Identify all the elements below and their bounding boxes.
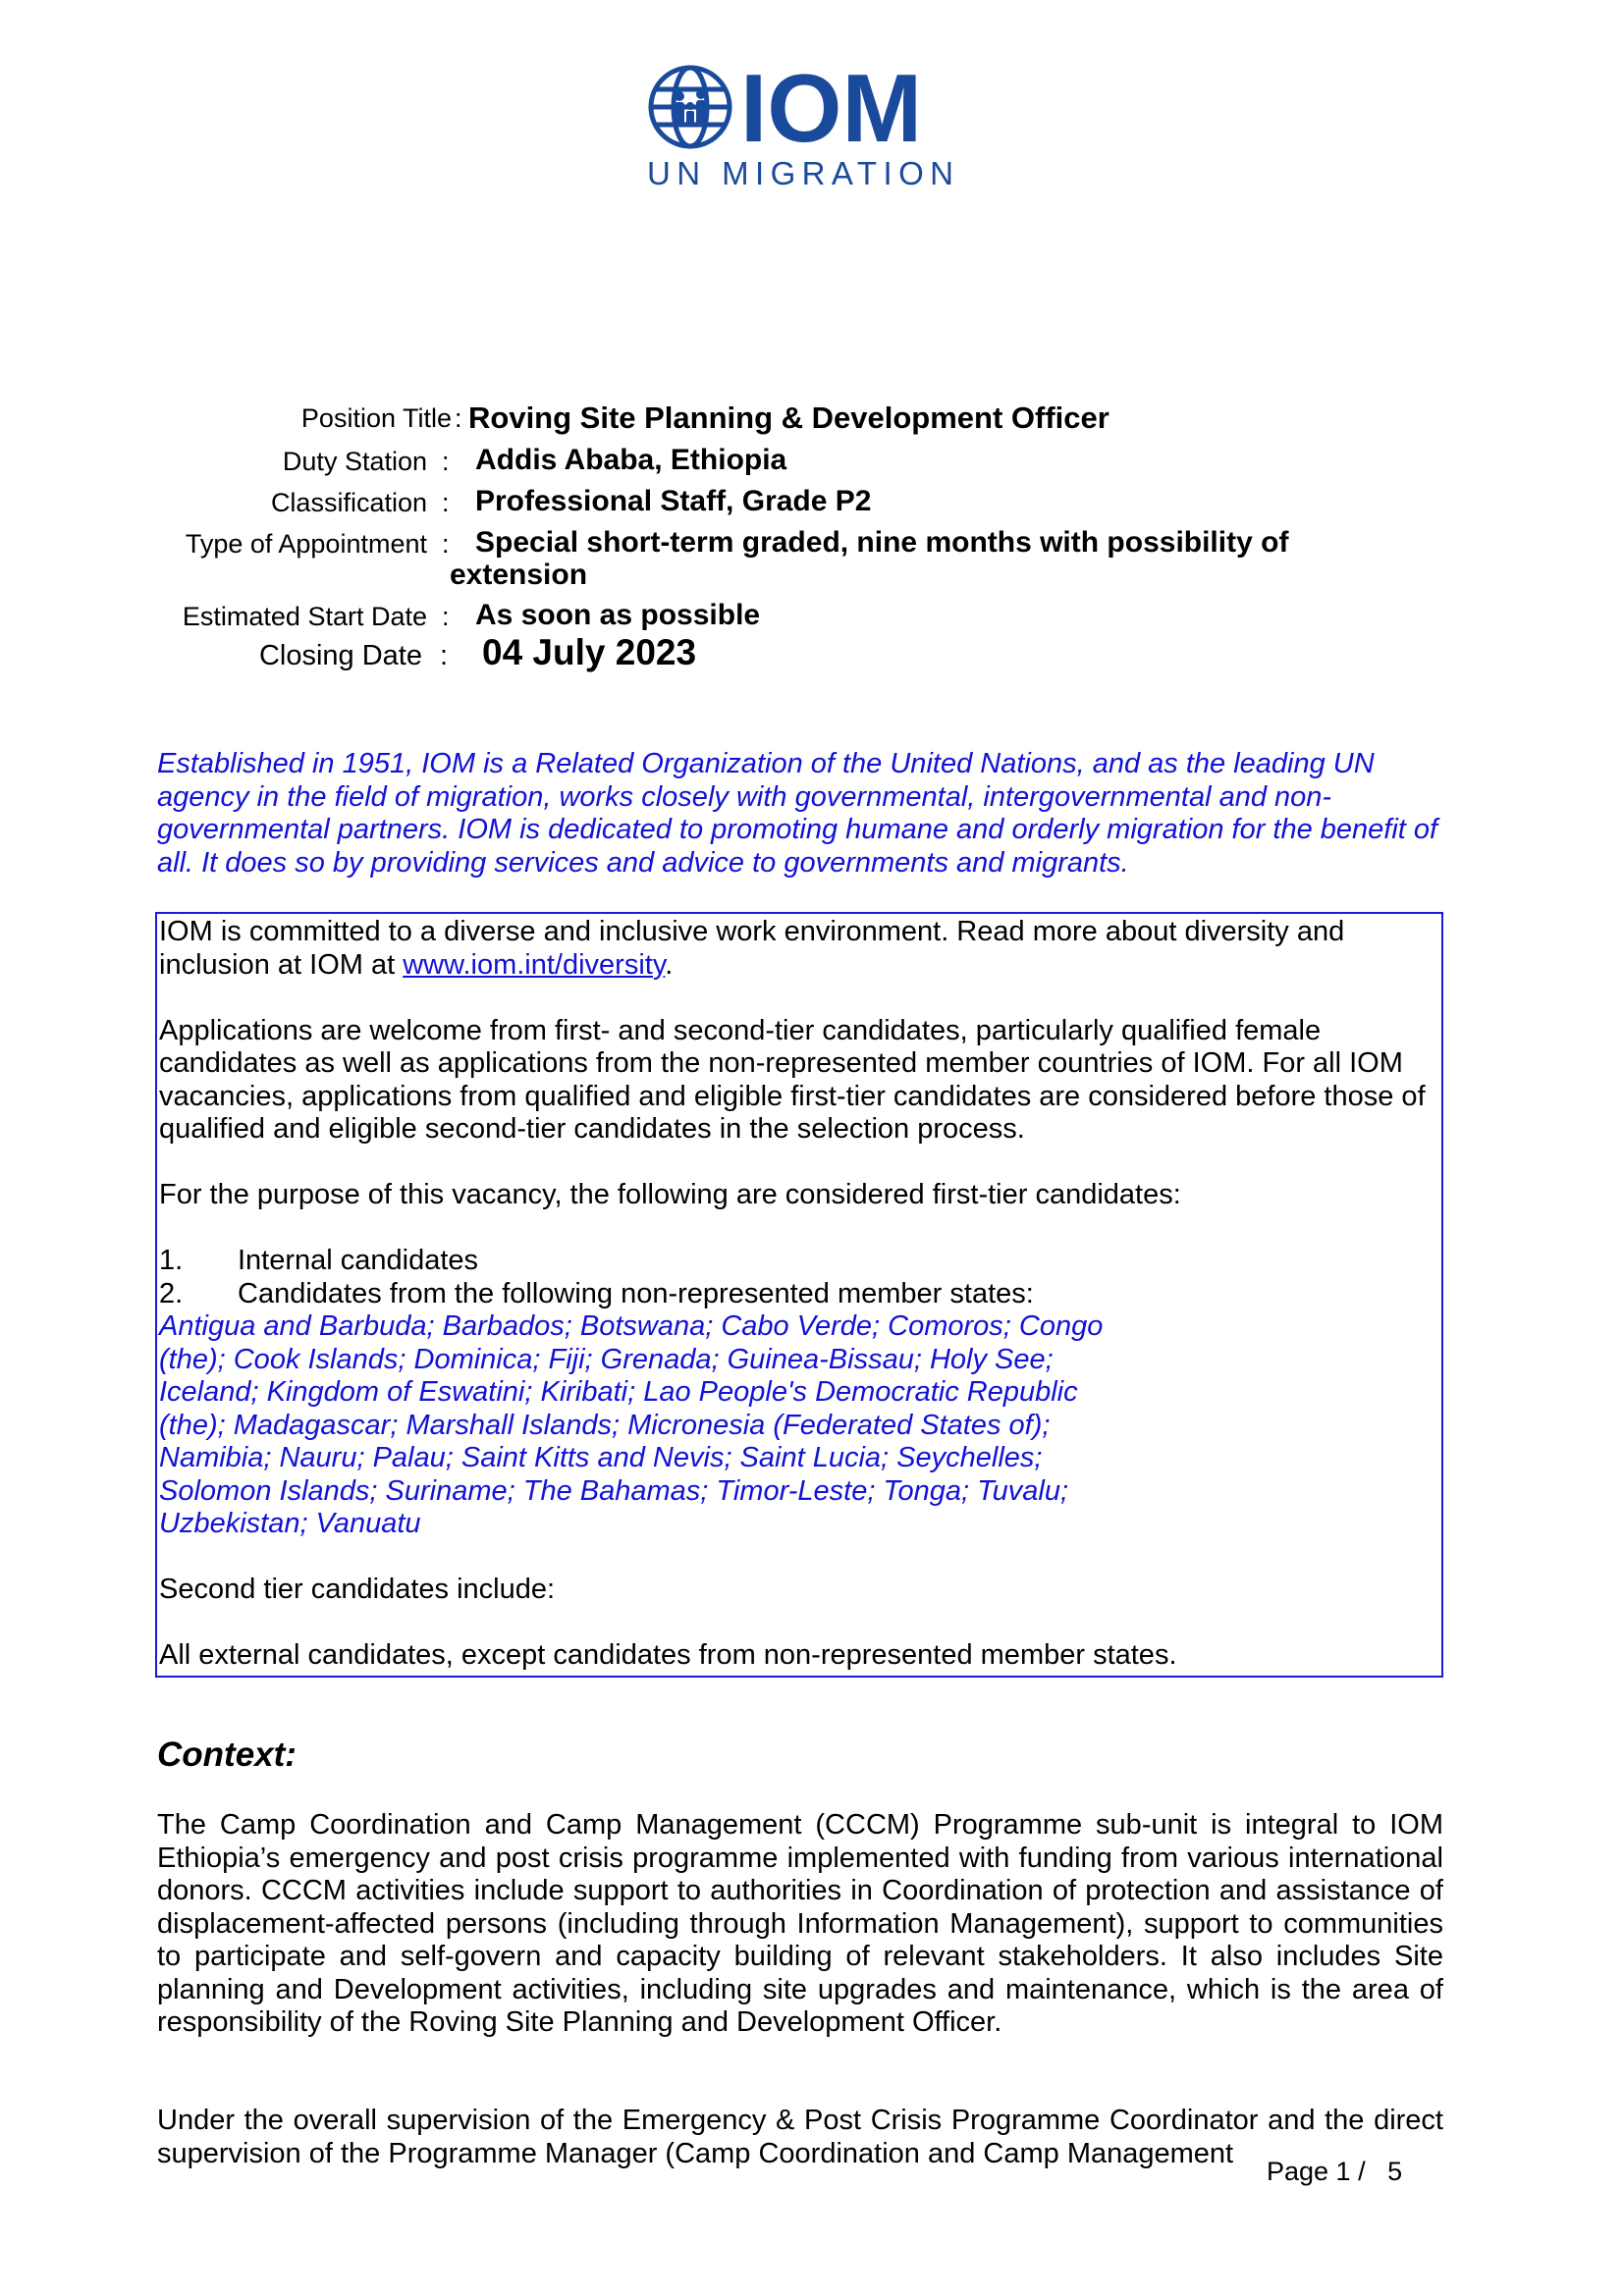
context-heading: Context: [157,1735,297,1774]
meta-colon: : [442,488,450,517]
meta-label: Classification [270,488,427,517]
position-title-value: Roving Site Planning & Development Officer [468,400,1109,435]
type-of-appointment-value-cont: extension [450,559,588,591]
context-paragraph-2: Under the overall supervision of the Emergency & Post Crisis Programme Coordinator and the direct supervision of the Programme Manager (Camp Coordination and Camp Management [157,2105,1443,2169]
list-text: Candidates from the following non-represented member states: [238,1277,1034,1309]
applications-paragraph: Applications are welcome from first- and second-tier candidates, particularly qualified female candidates as well as applications from the non-represented member countries of IOM. For all IOM vacancies, applications from qualified and eligible first-tier candidates are considered before those of qualified and eligible second-tier candidates in the selection process. [159,1014,1426,1145]
diversity-text: IOM is committed to a diverse and inclusive work environment. Read more about diversity and inclusion at IOM at [159,916,1345,981]
country-line: (the); Madagascar; Marshall Islands; Micronesia (Federated States of); [159,1409,1051,1441]
list-number: 2. [159,1277,184,1309]
meta-label: Position Title [300,403,452,433]
meta-label: Duty Station [282,447,427,476]
list-number: 1. [159,1245,184,1276]
country-line: Uzbekistan; Vanuatu [159,1508,421,1539]
iom-logo [644,63,958,190]
meta-label: Closing Date [258,640,422,671]
list-item [159,1278,1439,1311]
meta-label: Estimated Start Date [182,602,427,631]
context-paragraph-1: The Camp Coordination and Camp Management (CCCM) Programme sub-unit is integral to IOM Ethiopia’s emergency and post crisis programme implemented with funding from various international donors. CCCM activities include support to authorities in Coordination of protection and assistance of displacement-affected persons (including through Information Management), support to communities to participate and self-govern and capacity building of relevant stakeholders. It also includes Site planning and Development activities, including site upgrades and maintenance, which is the area of responsibility of the Roving Site Planning and Development Officer. [157,1809,1443,2038]
meta-colon: : [442,529,450,559]
country-line: (the); Cook Islands; Dominica; Fiji; Grenada; Guinea-Bissau; Holy See; [159,1343,1054,1375]
iom-emblem-icon [644,63,958,190]
country-line: Antigua and Barbuda; Barbados; Botswana; Cabo Verde; Comoros; Congo [159,1310,1104,1342]
diversity-paragraph [159,916,1439,982]
second-tier-text: All external candidates, except candidates from non-represented member states. [159,1639,1177,1671]
diversity-end: . [665,948,674,981]
country-line: Solomon Islands; Suriname; The Bahamas; Timor-Leste; Tonga; Tuvalu; [159,1474,1069,1507]
meta-colon: : [442,447,450,476]
meta-colon: : [440,640,449,671]
meta-colon: : [455,403,462,433]
type-of-appointment-value: Special short-term graded, nine months with possibility of [475,526,1289,559]
first-tier-intro: For the purpose of this vacancy, the following are considered first-tier candidates: [159,1179,1181,1210]
page-number: Page 1 / 5 [1267,2157,1403,2186]
duty-station-value: Addis Ababa, Ethiopia [475,444,787,476]
list-item [159,1245,1439,1278]
second-tier-intro: Second tier candidates include: [159,1574,556,1605]
country-line: Iceland; Kingdom of Eswatini; Kiribati; Lao People's Democratic Republic [159,1376,1078,1408]
classification-value: Professional Staff, Grade P2 [475,485,872,517]
diversity-notice-box [155,912,1443,1678]
estimated-start-date-value: As soon as possible [475,599,761,631]
meta-colon: : [442,602,450,631]
iom-intro: Established in 1951, IOM is a Related Organization of the United Nations, and as the leading UN agency in the field of migration, works closely with governmental, intergovernmental and non-governmental partners. IOM is dedicated to promoting humane and orderly migration for the benefit of all. It does so by providing services and advice to governments and migrants. [157,748,1438,879]
meta-label: Type of Appointment [185,529,427,559]
closing-date-value: 04 July 2023 [482,632,697,672]
logo-brand: IOM [740,63,923,162]
country-line: Namibia; Nauru; Palau; Saint Kitts and Nevis; Saint Lucia; Seychelles; [159,1442,1043,1473]
list-text: Internal candidates [238,1245,479,1276]
diversity-link[interactable]: www.iom.int/diversity [403,948,666,981]
logo-tagline: UN MIGRATION [647,155,953,190]
